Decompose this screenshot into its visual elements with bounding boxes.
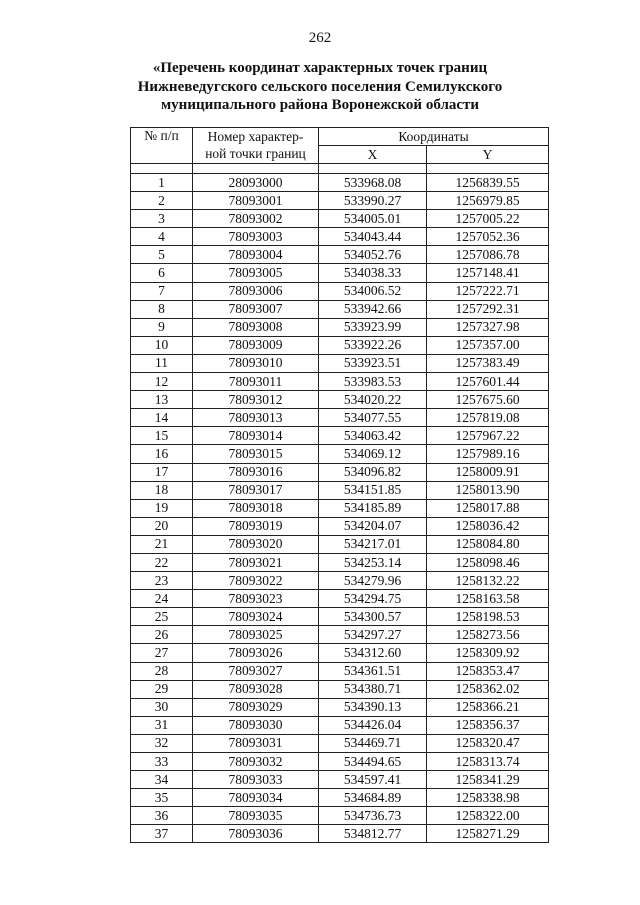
table-row (131, 626, 549, 644)
cell-x: 534312.60 (319, 644, 427, 662)
cell-x: 533923.51 (319, 354, 427, 372)
table-row (131, 535, 549, 553)
table-row (131, 825, 549, 843)
cell-x: 534380.71 (319, 680, 427, 698)
header-x: X (319, 146, 427, 164)
cell-y: 1257222.71 (427, 282, 549, 300)
cell-y: 1258163.58 (427, 590, 549, 608)
cell-y: 1257819.08 (427, 409, 549, 427)
cell-y: 1258013.90 (427, 481, 549, 499)
cell-point-number: 78093029 (193, 698, 319, 716)
cell-point-number: 78093019 (193, 517, 319, 535)
cell-row-number: 26 (131, 626, 193, 644)
cell-row-number: 29 (131, 680, 193, 698)
cell-point-number: 78093036 (193, 825, 319, 843)
cell-y: 1258313.74 (427, 753, 549, 771)
table-header (131, 128, 549, 174)
table-row (131, 282, 549, 300)
cell-y: 1257675.60 (427, 391, 549, 409)
cell-y: 1257327.98 (427, 318, 549, 336)
table-row (131, 192, 549, 210)
cell-x: 534469.71 (319, 734, 427, 752)
cell-x: 534294.75 (319, 590, 427, 608)
table-row (131, 789, 549, 807)
table-row (131, 445, 549, 463)
spacer-cell (319, 164, 427, 174)
table-row (131, 644, 549, 662)
table-row (131, 264, 549, 282)
cell-row-number: 6 (131, 264, 193, 282)
header-y: Y (427, 146, 549, 164)
cell-x: 534494.65 (319, 753, 427, 771)
cell-x: 534151.85 (319, 481, 427, 499)
cell-x: 534006.52 (319, 282, 427, 300)
cell-point-number: 78093007 (193, 300, 319, 318)
cell-x: 533983.53 (319, 373, 427, 391)
table-row (131, 463, 549, 481)
table-row (131, 174, 549, 192)
cell-point-number: 78093023 (193, 590, 319, 608)
table-row (131, 807, 549, 825)
cell-x: 534684.89 (319, 789, 427, 807)
cell-row-number: 24 (131, 590, 193, 608)
cell-y: 1258353.47 (427, 662, 549, 680)
cell-row-number: 32 (131, 734, 193, 752)
cell-row-number: 35 (131, 789, 193, 807)
cell-y: 1258084.80 (427, 535, 549, 553)
cell-y: 1258356.37 (427, 716, 549, 734)
cell-x: 534005.01 (319, 210, 427, 228)
cell-row-number: 20 (131, 517, 193, 535)
cell-x: 533922.26 (319, 336, 427, 354)
cell-point-number: 78093032 (193, 753, 319, 771)
title-line: Нижневедугского сельского поселения Семилукского (137, 78, 503, 95)
cell-y: 1258362.02 (427, 680, 549, 698)
title-line: «Перечень координат характерных точек границ (152, 60, 488, 76)
cell-point-number: 78093025 (193, 626, 319, 644)
table-row (131, 662, 549, 680)
cell-row-number: 15 (131, 427, 193, 445)
table-row (131, 481, 549, 499)
cell-row-number: 14 (131, 409, 193, 427)
cell-row-number: 8 (131, 300, 193, 318)
cell-y: 1256839.55 (427, 174, 549, 192)
cell-point-number: 28093000 (193, 174, 319, 192)
table-row (131, 590, 549, 608)
table-row (131, 698, 549, 716)
cell-point-number: 78093015 (193, 445, 319, 463)
cell-row-number: 17 (131, 463, 193, 481)
cell-row-number: 34 (131, 771, 193, 789)
cell-x: 534052.76 (319, 246, 427, 264)
cell-x: 534300.57 (319, 608, 427, 626)
cell-row-number: 27 (131, 644, 193, 662)
cell-x: 534812.77 (319, 825, 427, 843)
document-title (60, 59, 580, 115)
cell-x: 534426.04 (319, 716, 427, 734)
cell-point-number: 78093012 (193, 391, 319, 409)
table-row (131, 734, 549, 752)
cell-row-number: 4 (131, 228, 193, 246)
cell-point-number: 78093020 (193, 535, 319, 553)
table-row (131, 680, 549, 698)
cell-point-number: 78093005 (193, 264, 319, 282)
cell-y: 1258017.88 (427, 499, 549, 517)
header-spacer-row (131, 164, 549, 174)
cell-point-number: 78093018 (193, 499, 319, 517)
cell-row-number: 16 (131, 445, 193, 463)
cell-point-number: 78093011 (193, 373, 319, 391)
cell-y: 1257383.49 (427, 354, 549, 372)
spacer-cell (193, 164, 319, 174)
cell-point-number: 78093001 (193, 192, 319, 210)
cell-x: 534361.51 (319, 662, 427, 680)
cell-row-number: 23 (131, 572, 193, 590)
cell-point-number: 78093016 (193, 463, 319, 481)
cell-row-number: 18 (131, 481, 193, 499)
cell-y: 1257052.36 (427, 228, 549, 246)
table-row (131, 391, 549, 409)
cell-x: 533923.99 (319, 318, 427, 336)
cell-point-number: 78093014 (193, 427, 319, 445)
cell-y: 1258273.56 (427, 626, 549, 644)
table-row (131, 499, 549, 517)
table-row (131, 336, 549, 354)
cell-x: 534043.44 (319, 228, 427, 246)
spacer-cell (427, 164, 549, 174)
table-row (131, 300, 549, 318)
cell-point-number: 78093026 (193, 644, 319, 662)
cell-point-number: 78093028 (193, 680, 319, 698)
cell-y: 1257005.22 (427, 210, 549, 228)
cell-row-number: 11 (131, 354, 193, 372)
cell-x: 534063.42 (319, 427, 427, 445)
cell-y: 1258320.47 (427, 734, 549, 752)
cell-x: 534297.27 (319, 626, 427, 644)
cell-row-number: 28 (131, 662, 193, 680)
cell-row-number: 30 (131, 698, 193, 716)
cell-y: 1258009.91 (427, 463, 549, 481)
cell-x: 534253.14 (319, 553, 427, 571)
cell-point-number: 78093006 (193, 282, 319, 300)
cell-point-number: 78093030 (193, 716, 319, 734)
cell-y: 1257601.44 (427, 373, 549, 391)
spacer-cell (131, 164, 193, 174)
cell-row-number: 33 (131, 753, 193, 771)
cell-point-number: 78093034 (193, 789, 319, 807)
cell-y: 1258198.53 (427, 608, 549, 626)
cell-y: 1257967.22 (427, 427, 549, 445)
cell-point-number: 78093017 (193, 481, 319, 499)
cell-x: 534069.12 (319, 445, 427, 463)
cell-point-number: 78093022 (193, 572, 319, 590)
header-coordinates: Координаты (319, 128, 549, 146)
cell-row-number: 1 (131, 174, 193, 192)
cell-point-number: 78093035 (193, 807, 319, 825)
cell-x: 534597.41 (319, 771, 427, 789)
cell-x: 534736.73 (319, 807, 427, 825)
table-row (131, 517, 549, 535)
cell-x: 533990.27 (319, 192, 427, 210)
cell-row-number: 5 (131, 246, 193, 264)
table-row (131, 246, 549, 264)
cell-y: 1258341.29 (427, 771, 549, 789)
coordinates-table (130, 127, 549, 843)
cell-y: 1256979.85 (427, 192, 549, 210)
cell-y: 1258338.98 (427, 789, 549, 807)
cell-y: 1257989.16 (427, 445, 549, 463)
table-row (131, 228, 549, 246)
cell-row-number: 13 (131, 391, 193, 409)
cell-point-number: 78093003 (193, 228, 319, 246)
cell-row-number: 7 (131, 282, 193, 300)
cell-x: 534020.22 (319, 391, 427, 409)
cell-x: 534096.82 (319, 463, 427, 481)
cell-point-number: 78093024 (193, 608, 319, 626)
title-line: муниципального района Воронежской области (160, 97, 480, 113)
table-row (131, 572, 549, 590)
cell-point-number: 78093033 (193, 771, 319, 789)
cell-point-number: 78093031 (193, 734, 319, 752)
cell-row-number: 31 (131, 716, 193, 734)
cell-row-number: 25 (131, 608, 193, 626)
table-row (131, 373, 549, 391)
table-row (131, 354, 549, 372)
cell-y: 1258036.42 (427, 517, 549, 535)
cell-y: 1258309.92 (427, 644, 549, 662)
cell-point-number: 78093013 (193, 409, 319, 427)
cell-y: 1258098.46 (427, 553, 549, 571)
cell-y: 1258271.29 (427, 825, 549, 843)
header-point-number (193, 128, 319, 164)
header-point-number-line: Номер характер- (207, 129, 304, 144)
cell-row-number: 10 (131, 336, 193, 354)
cell-point-number: 78093008 (193, 318, 319, 336)
cell-row-number: 3 (131, 210, 193, 228)
table-row (131, 716, 549, 734)
cell-y: 1257292.31 (427, 300, 549, 318)
cell-x: 534279.96 (319, 572, 427, 590)
cell-row-number: 21 (131, 535, 193, 553)
cell-y: 1257357.00 (427, 336, 549, 354)
cell-x: 534185.89 (319, 499, 427, 517)
table-row (131, 210, 549, 228)
cell-y: 1258132.22 (427, 572, 549, 590)
cell-row-number: 2 (131, 192, 193, 210)
cell-x: 534077.55 (319, 409, 427, 427)
page-number: 262 (308, 30, 332, 46)
cell-x: 533942.66 (319, 300, 427, 318)
cell-row-number: 22 (131, 553, 193, 571)
cell-x: 534204.07 (319, 517, 427, 535)
cell-row-number: 12 (131, 373, 193, 391)
cell-point-number: 78093021 (193, 553, 319, 571)
cell-point-number: 78093009 (193, 336, 319, 354)
table-row (131, 608, 549, 626)
cell-point-number: 78093002 (193, 210, 319, 228)
table-body (131, 174, 549, 843)
cell-x: 533968.08 (319, 174, 427, 192)
cell-y: 1258322.00 (427, 807, 549, 825)
cell-row-number: 37 (131, 825, 193, 843)
cell-row-number: 19 (131, 499, 193, 517)
cell-row-number: 9 (131, 318, 193, 336)
header-row-number: № п/п (131, 128, 193, 164)
cell-x: 534217.01 (319, 535, 427, 553)
table-row (131, 318, 549, 336)
table-row (131, 553, 549, 571)
cell-y: 1258366.21 (427, 698, 549, 716)
cell-point-number: 78093004 (193, 246, 319, 264)
cell-point-number: 78093010 (193, 354, 319, 372)
cell-x: 534038.33 (319, 264, 427, 282)
cell-point-number: 78093027 (193, 662, 319, 680)
header-point-number-line: ной точки границ (205, 146, 306, 161)
table-row (131, 771, 549, 789)
table-row (131, 409, 549, 427)
cell-y: 1257148.41 (427, 264, 549, 282)
table-row (131, 753, 549, 771)
table-row (131, 427, 549, 445)
cell-x: 534390.13 (319, 698, 427, 716)
cell-row-number: 36 (131, 807, 193, 825)
cell-y: 1257086.78 (427, 246, 549, 264)
